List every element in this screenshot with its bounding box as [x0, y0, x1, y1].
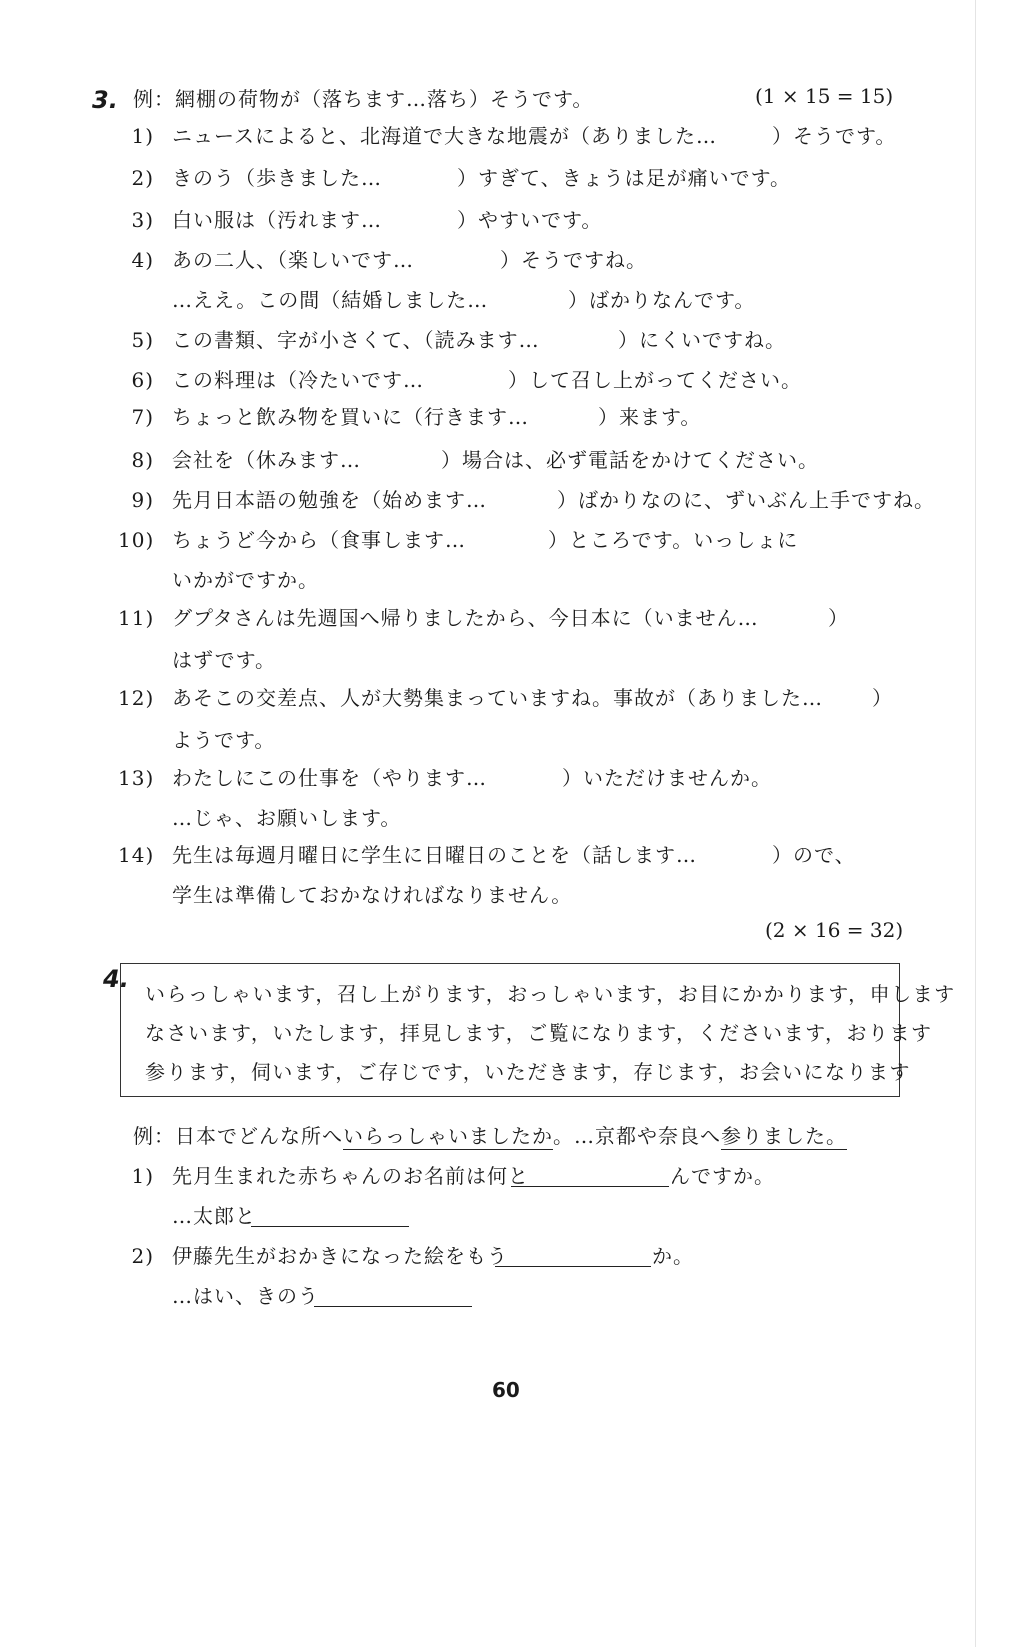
section-4-example	[133, 1124, 847, 1148]
question-tail: ）そうですね。	[500, 248, 647, 272]
question-tail: ）すぎて、きょうは足が痛いです。	[457, 166, 791, 190]
question-tail: ）ばかりなんです。	[568, 288, 756, 312]
question-text: 白い服は（汚れます…	[172, 208, 382, 232]
question-text: …じゃ、お願いします。	[172, 806, 402, 830]
question-tail: ）にくいですね。	[618, 328, 786, 352]
answer-blank[interactable]	[495, 1266, 651, 1267]
word-box-line: 参ります，伺います，ご存じです，いただきます，存じます，お会いになります	[145, 1060, 911, 1084]
question-text: ニュースによると、北海道で大きな地震が（ありました…	[172, 124, 717, 148]
question-text: …はい、きのう	[172, 1284, 319, 1308]
page-number: 60	[492, 1378, 520, 1402]
question-number: 2)	[131, 166, 154, 190]
question-tail: ）来ます。	[598, 405, 702, 429]
question-text: ようです。	[172, 728, 276, 752]
example-question-underlined: いらっしゃいましたか	[343, 1124, 553, 1148]
question-text: ちょっと飲み物を買いに（行きます…	[172, 405, 529, 429]
question-number: 12)	[118, 686, 155, 710]
question-number: 11)	[118, 606, 155, 630]
example-question: 日本でどんな所へ	[175, 1124, 343, 1148]
question-tail: んですか。	[670, 1164, 775, 1188]
question-tail: ）そうです。	[772, 124, 897, 148]
question-number: 8)	[131, 448, 154, 472]
question-text: わたしにこの仕事を（やります…	[172, 766, 487, 790]
question-text: あそこの交差点、人が大勢集まっていますね。事故が（ありました…	[172, 686, 823, 710]
answer-blank[interactable]	[314, 1306, 472, 1307]
question-number: 5)	[131, 328, 154, 352]
question-tail: ）ので、	[772, 843, 856, 867]
question-text: …ええ。この間（結婚しました…	[172, 288, 489, 312]
question-text: はずです。	[172, 648, 276, 672]
question-text: 会社を（休みます…	[172, 448, 361, 472]
question-text: この書類、字が小さくて、（読みます…	[172, 328, 540, 352]
question-tail: ）場合は、必ず電話をかけてください。	[441, 448, 819, 472]
question-number: 13)	[118, 766, 155, 790]
question-number: 10)	[118, 528, 155, 552]
section-3-score-2: (2 × 16 = 32)	[765, 918, 904, 942]
answer-blank[interactable]	[251, 1226, 409, 1227]
question-number: 1)	[131, 1164, 154, 1188]
question-number: 7)	[131, 405, 154, 429]
question-text: あの二人、（楽しいです…	[172, 248, 414, 272]
question-number: 3)	[131, 208, 154, 232]
question-number: 6)	[131, 368, 154, 392]
question-number: 14)	[118, 843, 155, 867]
answer-blank[interactable]	[511, 1186, 669, 1187]
word-box	[120, 963, 956, 1097]
word-box-line: なさいます，いたします，拝見します，ご覧になります，くださいます，おります	[145, 1021, 933, 1045]
question-text: 先生は毎週月曜日に学生に日曜日のことを（話します…	[172, 843, 697, 867]
question-text: 先月生まれた赤ちゃんのお名前は何と	[172, 1164, 529, 1188]
question-text: 先月日本語の勉強を（始めます…	[172, 488, 487, 512]
example-label: 例：	[133, 1124, 175, 1148]
question-tail: ）やすいです。	[457, 208, 603, 232]
example-question-end: 。…京都や奈良へ	[553, 1124, 721, 1148]
question-text: 学生は準備しておかなければなりません。	[172, 883, 573, 907]
question-tail: ）	[828, 606, 849, 630]
section-3-number: 3.	[92, 86, 118, 114]
question-tail: ）ばかりなのに、ずいぶん上手ですね。	[557, 488, 935, 512]
question-text: …太郎と	[172, 1204, 256, 1228]
question-text: ちょうど今から（食事します…	[172, 528, 466, 552]
question-tail: か。	[652, 1244, 694, 1268]
question-tail: ）して召し上がってください。	[508, 368, 802, 392]
question-number: 2)	[131, 1244, 154, 1268]
question-number: 9)	[131, 488, 154, 512]
question-tail: ）ところです。いっしょに	[548, 528, 799, 552]
page-edge	[975, 0, 976, 1647]
question-number: 4)	[131, 248, 154, 272]
section-3-score: (1 × 15 = 15)	[755, 84, 894, 108]
question-tail: ）いただけませんか。	[562, 766, 772, 790]
question-text: グプタさんは先週国へ帰りましたから、今日本に（いません…	[172, 606, 759, 630]
section-3-example: 例：網棚の荷物が（落ちます…落ち）そうです。	[133, 87, 594, 111]
question-text: 伊藤先生がおかきになった絵をもう	[172, 1244, 508, 1268]
example-answer-underlined: 参りました。	[721, 1124, 847, 1148]
section-4-number: 4.	[103, 965, 129, 993]
question-text: きのう（歩きました…	[172, 166, 382, 190]
question-text: この料理は（冷たいです…	[172, 368, 424, 392]
question-number: 1)	[131, 124, 154, 148]
word-box-line: いらっしゃいます，召し上がります，おっしゃいます，お目にかかります，申します	[145, 982, 956, 1006]
question-tail: ）	[872, 686, 893, 710]
question-text: いかがですか。	[172, 568, 319, 592]
